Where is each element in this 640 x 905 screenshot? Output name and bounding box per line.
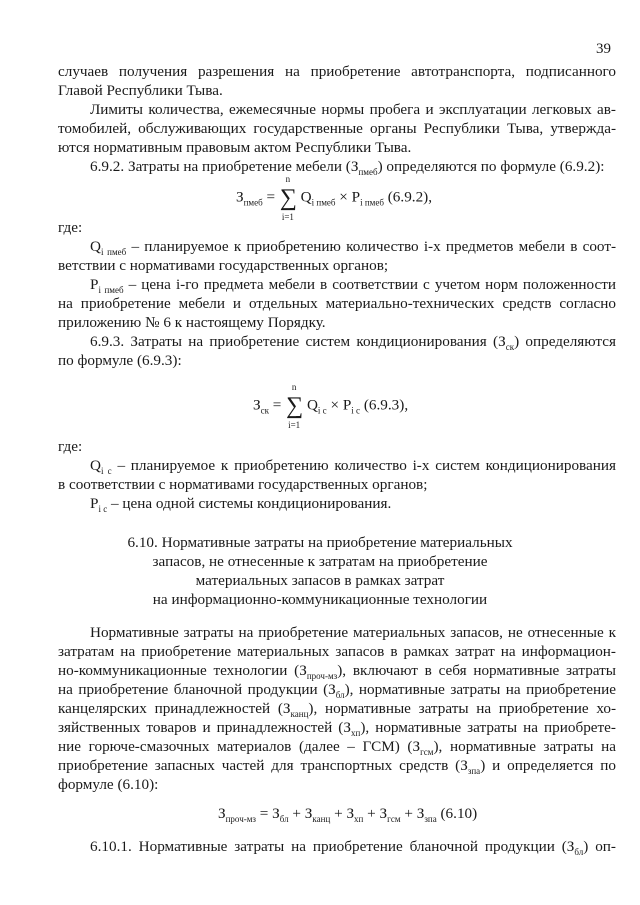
text-line: ние горюче-смазочных материалов (далее – ГСМ) $(З_{гсм})$, нормативные затраты на	[58, 738, 617, 758]
where-label: где:	[58, 219, 83, 236]
section-heading-line: материальных запасов в рамках затрат	[195, 572, 445, 589]
text-line: приложению № 6 к настоящему Порядку.	[58, 314, 326, 331]
text-line: Главой Республики Тыва.	[58, 82, 223, 99]
text-line: но-коммуникационные технологии $(З_{проч-мз})$, включают в себя нормативные затраты	[58, 662, 616, 682]
section-heading-line: 6.10. Нормативные затраты на приобретение материальных	[127, 534, 513, 551]
text-line: зяйственных товаров и принадлежностей $(З_{хп})$, нормативные затраты на приобрете-	[58, 719, 616, 739]
text-line: ветствии с нормативами государственных органов;	[58, 257, 389, 274]
text-line: Нормативные затраты на приобретение материальных запасов, не отнесенные к	[90, 624, 616, 641]
sum-sign: n ∑ i=1	[286, 382, 304, 431]
text-line: Лимиты количества, ежемесячные нормы пробега и эксплуатации легковых ав-	[90, 101, 616, 118]
definition-p-furniture: $P_{i пмеб}$ – цена i-го предмета мебели в соответствии с учетом норм положенности	[90, 276, 616, 296]
definition-q-conditioning: $Q_{i с}$ – планируемое к приобретению количество i-х систем кондиционирования	[90, 457, 616, 477]
section-6-9-2-intro: 6.9.2. Затраты на приобретение мебели $(З_{пмеб})$ определяются по формуле (6.9.2):	[90, 158, 605, 178]
text-line: по формуле (6.9.3):	[58, 352, 182, 369]
text-line: формуле (6.10):	[58, 776, 159, 793]
text-line: приобретение запасных частей для транспортных средств $(З_{зпа})$ и определяется по	[58, 757, 616, 777]
formula-6-9-2: $З_{пмеб}$ = n ∑ i=1 $Q_{i пмеб} \times P_{i пмеб}$ (6.9.2),	[236, 174, 433, 223]
section-heading-line: на информационно-коммуникационные технологии	[152, 591, 488, 608]
section-6-10-1-intro: 6.10.1. Нормативные затраты на приобретение бланочной продукции $(З_{бл})$ оп-	[90, 838, 616, 858]
section-heading-line: запасов, не отнесенные к затратам на приобретение	[152, 553, 488, 570]
page-number: 39	[596, 41, 611, 57]
text-line: на приобретение мебели и отдельных материально-технических средств согласно	[58, 295, 616, 312]
text-line: ются нормативным правовым актом Республики Тыва.	[58, 139, 412, 156]
text-line: на приобретение бланочной продукции $(З_{бл})$, нормативные затраты на приобретение	[58, 681, 616, 701]
text-line: томобилей, обслуживающих государственные органы Республики Тыва, утвержда-	[58, 120, 616, 137]
text-line: канцелярских принадлежностей $(З_{канц})$, нормативные затраты на приобретение хо-	[58, 700, 617, 720]
formula-6-10: $З_{проч-мз} = З_{бл} + З_{канц} + З_{хп} + З_{гсм} + З_{зпа}$ (6.10)	[218, 805, 478, 825]
definition-q-furniture: $Q_{i пмеб}$ – планируемое к приобретению количество i-х предметов мебели в соот-	[90, 238, 617, 258]
formula-6-9-3: $З_{ск}$ = n ∑ i=1 $Q_{i с} \times P_{i с}$ (6.9.3),	[253, 382, 409, 431]
section-6-9-3-intro: 6.9.3. Затраты на приобретение систем кондиционирования $(З_{ск})$ определяются	[90, 333, 616, 353]
text-line: случаев получения разрешения на приобретение автотранспорта, подписанного	[58, 63, 616, 80]
where-label: где:	[58, 438, 83, 455]
sum-sign: n ∑ i=1	[279, 174, 297, 223]
definition-p-conditioning: $P_{i с}$ – цена одной системы кондиционирования.	[90, 495, 392, 515]
text-line: затратам на приобретение материальных запасов в рамках затрат на информацион-	[58, 643, 616, 660]
text-line: в соответствии с нормативами государственных органов;	[58, 476, 428, 493]
